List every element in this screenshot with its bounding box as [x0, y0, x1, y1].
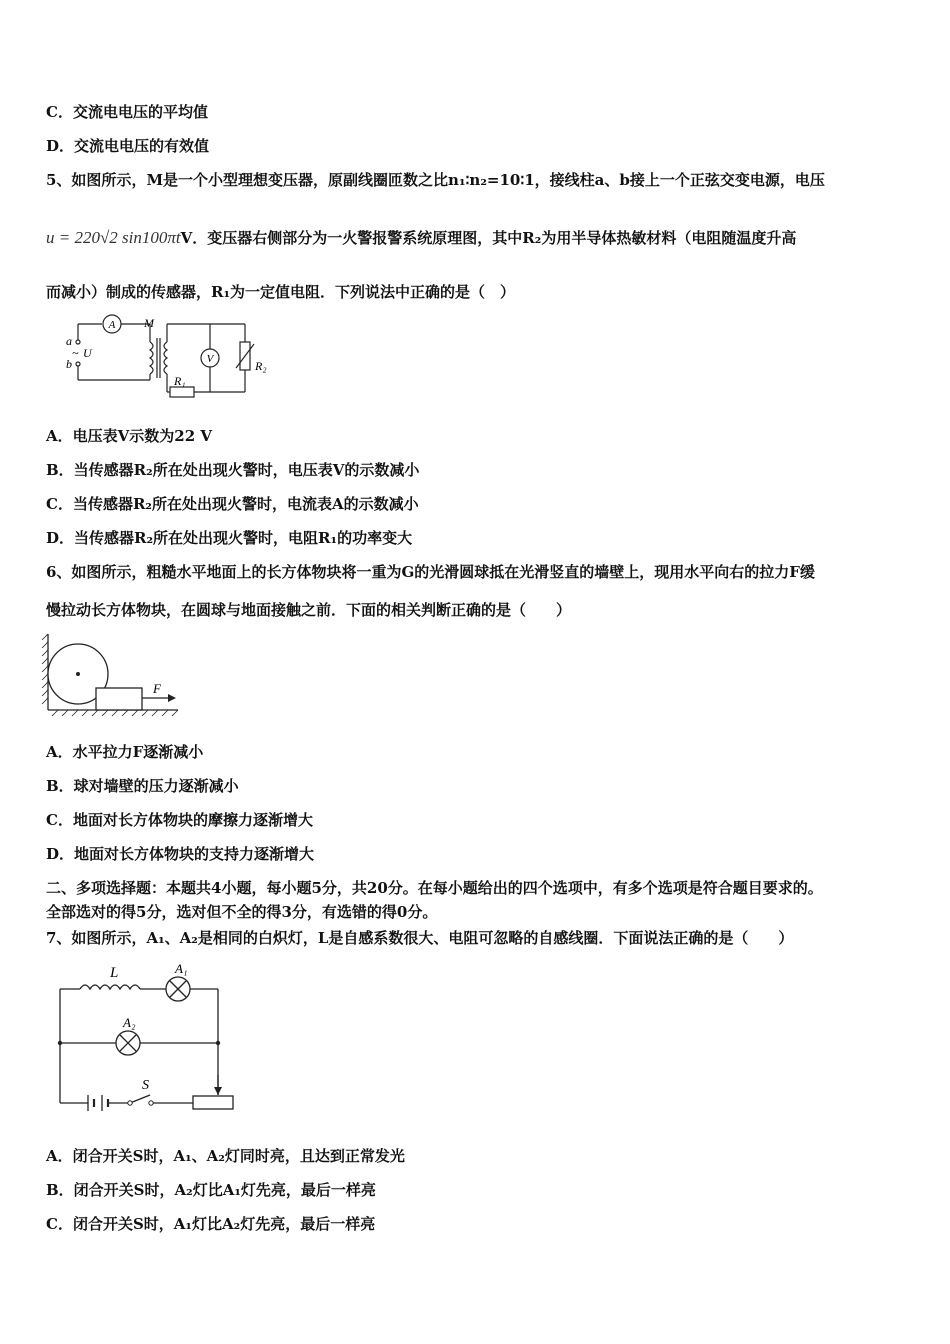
q5-circuit-figure: [60, 312, 280, 402]
q6-option-a: A．水平拉力F逐渐减小: [46, 743, 204, 761]
voltmeter-label: V: [206, 353, 214, 365]
rheostat: [193, 1096, 233, 1109]
q5-stem-line2: u = 220√2 sin100πtV．变压器右侧部分为一火警报警系统原理图，其中R₂为用半导体热敏材料（电阻随温度升高: [46, 228, 797, 247]
q6-stem-line2: 慢拉动长方体物块，在圆球与地面接触之前．下面的相关判断正确的是（ ）: [46, 601, 572, 619]
lamp-a1-label: A₁: [175, 961, 188, 976]
terminal-a-label: a: [66, 334, 72, 348]
q5-option-c: C．当传感器R₂所在处出现火警时，电流表A的示数减小: [46, 495, 419, 513]
q6-option-d: D．地面对长方体物块的支持力逐渐增大: [46, 845, 315, 863]
q7-option-a: A．闭合开关S时，A₁、A₂灯同时亮，且达到正常发光: [46, 1147, 405, 1165]
q4-option-d: D．交流电电压的有效值: [46, 137, 210, 155]
q5-stem-line3: 而减小）制成的传感器，R₁为一定值电阻．下列说法中正确的是（ ）: [46, 283, 516, 301]
lamp-a2-label: A₂: [123, 1015, 136, 1030]
inductor-label: L: [110, 965, 119, 981]
transformer-label: M: [144, 316, 154, 330]
ac-tilde: ~: [72, 346, 79, 360]
r1-resistor: [170, 387, 194, 397]
q5-option-a: A．电压表V示数为22 V: [46, 427, 213, 445]
q6-option-b: B．球对墙壁的压力逐渐减小: [46, 777, 239, 795]
q7-stem: 7、如图所示，A₁、A₂是相同的白炽灯，L是自感系数很大、电阻可忽略的自感线圈．下面说法正确的是（ ）: [46, 929, 794, 947]
r1-label: R₁: [174, 374, 186, 388]
section2-heading-line1: 二、多项选择题：本题共4小题，每小题5分，共20分。在每小题给出的四个选项中，有多个选项是符合题目要求的。: [46, 879, 823, 897]
block: [96, 688, 142, 710]
section2-heading-line2: 全部选对的得5分，选对但不全的得3分，有选错的得0分。: [46, 903, 438, 921]
q6-stem-line1: 6、如图所示，粗糙水平地面上的长方体物块将一重为G的光滑圆球抵在光滑竖直的墙壁上，现用水平向右的拉力F缓: [46, 563, 815, 581]
switch-label: S: [142, 1078, 149, 1093]
q7-option-b: B．闭合开关S时，A₂灯比A₁灯先亮，最后一样亮: [46, 1181, 376, 1199]
q5-option-b: B．当传感器R₂所在处出现火警时，电压表V的示数减小: [46, 461, 420, 479]
q5-stem-line1: 5、如图所示，M是一个小型理想变压器，原副线圈匝数之比n₁∶n₂=10∶1，接线柱a、b接上一个正弦交变电源，电压: [46, 171, 825, 189]
q4-option-c: C．交流电电压的平均值: [46, 103, 208, 121]
force-label: F: [153, 681, 161, 696]
q5-voltage-formula: u = 220√2 sin100πt: [46, 228, 181, 247]
r2-label: R₂: [255, 359, 267, 373]
q7-circuit-figure: [50, 955, 245, 1120]
q7-option-c: C．闭合开关S时，A₁灯比A₂灯先亮，最后一样亮: [46, 1215, 376, 1233]
ammeter-label: A: [108, 319, 116, 331]
terminal-b-label: b: [66, 357, 72, 371]
q6-ball-block-figure: [40, 632, 185, 720]
q5-option-d: D．当传感器R₂所在处出现火警时，电阻R₁的功率变大: [46, 529, 413, 547]
source-label: U: [83, 346, 92, 360]
q6-option-c: C．地面对长方体物块的摩擦力逐渐增大: [46, 811, 313, 829]
